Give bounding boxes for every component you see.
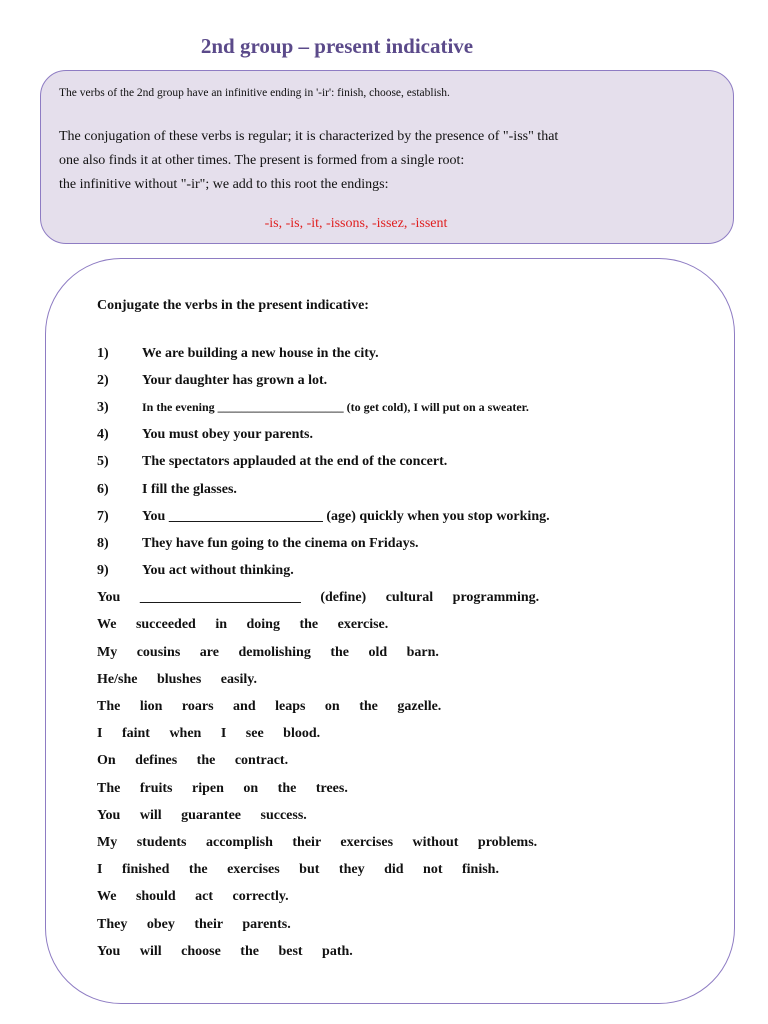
exercise-item-6 [97, 476, 657, 503]
exercise-sentence [97, 802, 657, 829]
exercise-list [97, 340, 657, 965]
page-title: 2nd group – present indicative [200, 34, 474, 58]
item-sentence: They have fun going to the cinema on Fridays. [142, 535, 419, 551]
exercise-item-1 [97, 340, 657, 367]
exercise-item-2 [97, 367, 657, 394]
item-sentence: We are building a new house in the city. [142, 345, 379, 361]
item-number: 9) [97, 563, 109, 579]
sentence-text: They obey their parents. [97, 916, 291, 932]
item-sentence: I fill the glasses. [142, 481, 237, 497]
exercise-sentence [97, 612, 657, 639]
exercise-item-9 [97, 558, 657, 585]
exercise-sentence [97, 666, 657, 693]
item-sentence: You act without thinking. [142, 563, 294, 579]
item-number: 3) [97, 399, 109, 415]
sentence-text: He/she blushes easily. [97, 671, 257, 687]
sentence-text: On defines the contract. [97, 753, 289, 769]
exercise-sentence [97, 585, 657, 612]
item-number: 2) [97, 372, 109, 388]
exercise-sentence [97, 884, 657, 911]
intro-box [40, 70, 734, 244]
exercise-sentence [97, 693, 657, 720]
intro-explanation [59, 125, 558, 197]
exercise-sentence [97, 857, 657, 884]
exercise-item-3 [97, 394, 657, 421]
intro-line: the infinitive without "-ir"; we add to this root the endings: [59, 177, 389, 192]
sentence-text: You _______________________ (define) cultural programming. [97, 590, 540, 606]
item-number: 4) [97, 427, 109, 443]
exercise-sentence [97, 775, 657, 802]
item-sentence: The spectators applauded at the end of the concert. [142, 454, 448, 470]
intro-line: The conjugation of these verbs is regular; it is characterized by the presence of "-iss" that [59, 129, 559, 144]
item-sentence: Your daughter has grown a lot. [142, 372, 328, 388]
exercise-item-4 [97, 422, 657, 449]
sentence-text: You will guarantee success. [97, 807, 307, 823]
exercise-item-8 [97, 530, 657, 557]
item-sentence: You must obey your parents. [142, 427, 314, 443]
exercise-item-5 [97, 449, 657, 476]
exercise-sentence [97, 911, 657, 938]
sentence-text: You will choose the best path. [97, 943, 353, 959]
sentence-text: My students accomplish their exercises without problems. [97, 834, 538, 850]
item-sentence: In the evening _____________________ (to get cold), I will put on a sweater. [142, 400, 529, 415]
verb-endings: -is, -is, -it, -issons, -issez, -issent [264, 216, 448, 231]
exercise-title: Conjugate the verbs in the present indicative: [97, 298, 369, 313]
sentence-text: We should act correctly. [97, 889, 289, 905]
intro-line: one also finds it at other times. The present is formed from a single root: [59, 153, 465, 168]
sentence-text: The lion roars and leaps on the gazelle. [97, 699, 442, 715]
sentence-text: I finished the exercises but they did not finish. [97, 862, 499, 878]
item-number: 7) [97, 508, 109, 524]
sentence-text: We succeeded in doing the exercise. [97, 617, 389, 633]
exercise-sentence [97, 829, 657, 856]
sentence-text: My cousins are demolishing the old barn. [97, 644, 439, 660]
exercise-sentence [97, 748, 657, 775]
sentence-text: The fruits ripen on the trees. [97, 780, 348, 796]
item-number: 1) [97, 345, 109, 361]
item-number: 5) [97, 454, 109, 470]
intro-paragraph: The verbs of the 2nd group have an infinitive ending in '-ir': finish, choose, establish. [59, 87, 450, 99]
sentence-text: I faint when I see blood. [97, 726, 321, 742]
item-sentence: You ______________________ (age) quickly when you stop working. [142, 508, 550, 524]
exercise-sentence [97, 639, 657, 666]
exercise-sentence [97, 721, 657, 748]
item-number: 6) [97, 481, 109, 497]
exercise-sentence [97, 938, 657, 965]
item-number: 8) [97, 535, 109, 551]
exercise-item-7 [97, 503, 657, 530]
